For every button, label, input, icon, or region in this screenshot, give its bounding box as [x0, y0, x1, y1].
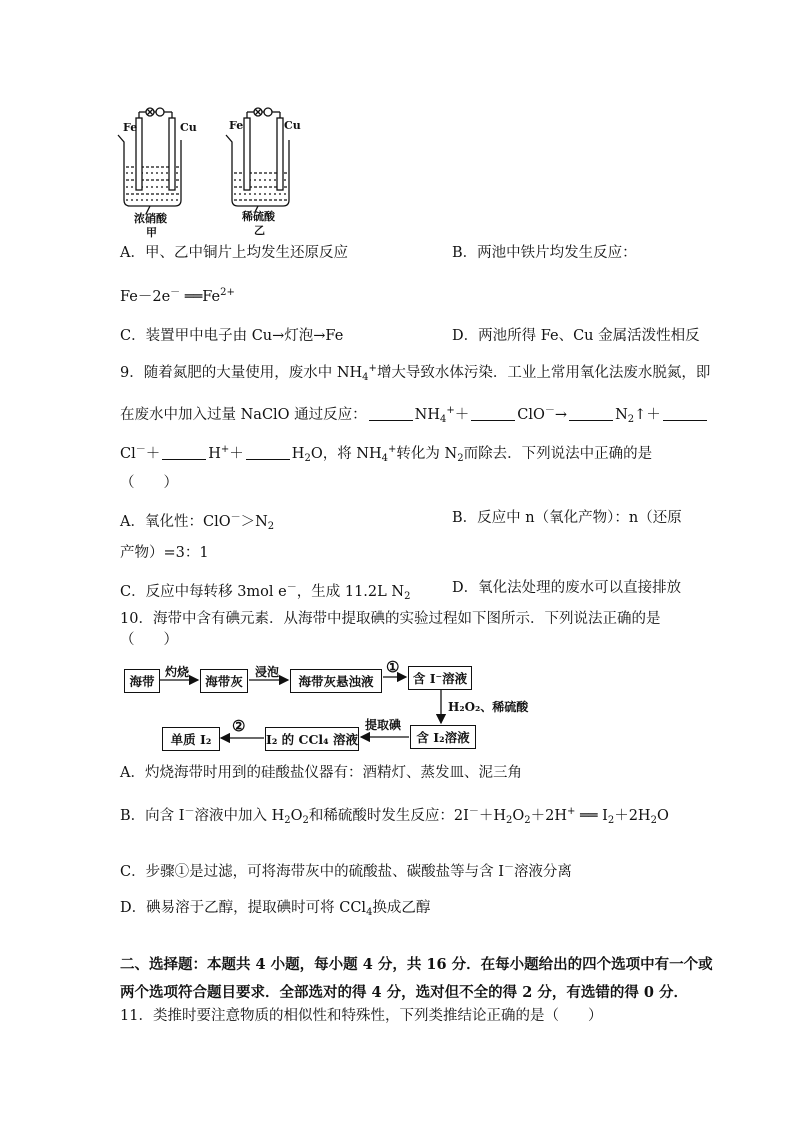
- cell-right-name: 乙: [254, 224, 265, 237]
- q8-option-a: A．甲、乙中铜片上均发生还原反应: [120, 245, 348, 261]
- q9-option-a: A．氧化性：$ClO^->N_2$: [120, 512, 275, 532]
- cell-left-fe-label: Fe: [123, 121, 138, 134]
- flow-box-suspension: 海带灰悬浊液: [290, 669, 382, 693]
- q8-option-b: B．两池中铁片均发生反应：: [452, 245, 637, 261]
- q10-stem: 10．海带中含有碘元素．从海带中提取碘的实验过程如下图所示．下列说法正确的是: [120, 611, 661, 627]
- q10-option-d: D．碘易溶于乙醇，提取碘时可将 CCl$_4$换成乙醇: [120, 900, 431, 918]
- q9-option-d: D．氧化法处理的废水可以直接排放: [452, 580, 682, 596]
- cell-right-fe-label: Fe: [229, 119, 244, 132]
- q9-option-c: C．反应中每转移 3mol e－，生成 11.2L $N_2$: [120, 582, 411, 602]
- flow-box-ccl4-solution: I₂ 的 CCl₄ 溶液: [265, 727, 359, 751]
- q9-stem-line1: 9．随着氮肥的大量使用，废水中 $NH_4^+$增大导致水体污染．工业上常用氧化法废水脱氮，即: [120, 363, 711, 383]
- q8-option-c: C．装置甲中电子由 Cu→灯泡→Fe: [120, 328, 344, 344]
- q8-option-d: D．两池所得 Fe、Cu 金属活泼性相反: [452, 328, 700, 344]
- flow-arrow-label-extract: 提取碘: [365, 718, 402, 732]
- q8-option-b-equation: Fe－2e－ $══Fe^{2+}$: [120, 287, 235, 305]
- section2-instructions-line1: 二、选择题：本题共 4 小题，每小题 4 分，共 16 分．在每小题给出的四个选项中有一个或: [120, 956, 713, 973]
- flow-step-1: ①: [386, 658, 400, 676]
- flow-arrow-label-burn: 灼烧: [165, 665, 190, 679]
- q9-option-b: B．反应中 n（氧化产物）：n（还原: [452, 510, 682, 526]
- flow-step-2: ②: [232, 717, 246, 735]
- flow-box-ash: 海带灰: [200, 669, 248, 693]
- q10-answer-paren: （ ）: [120, 632, 178, 648]
- flow-arrow-label-soak: 浸泡: [255, 665, 280, 679]
- q9-stem-line3: $Cl^-+ H^++ H_2O$，将 $NH_4^+$转化为 $N_2$而除去．下列说法中正确的是: [120, 444, 653, 464]
- cell-right-cu-label: Cu: [284, 119, 301, 132]
- flow-box-elemental-iodine: 单质 I₂: [162, 727, 220, 751]
- q10-option-b: B．向含 I－溶液中加入 $H_2O_2$和稀硫酸时发生反应：$2I^-+H_2O_2+2H^+$ ══ $I_2+2H_2O$: [120, 806, 669, 826]
- q9-stem-line2: 在废水中加入过量 NaClO 通过反应： $NH_4^++ ClO^-\to$ $N_2↑+$: [120, 401, 709, 430]
- q9-answer-paren: （ ）: [120, 475, 178, 491]
- cell-left-cu-label: Cu: [180, 121, 197, 134]
- flow-arrow-label-h2o2: H₂O₂、稀硫酸: [448, 700, 529, 714]
- section2-instructions-line2: 两个选项符合题目要求．全部选对的得 4 分，选对但不全的得 2 分，有选错的得 0 分．: [120, 984, 689, 1001]
- cell-right-solution: 稀硫酸: [242, 210, 275, 223]
- cell-left-solution: 浓硝酸: [134, 212, 167, 225]
- q10-option-a: A．灼烧海带时用到的硅酸盐仪器有：酒精灯、蒸发皿、泥三角: [120, 765, 522, 781]
- flow-box-iodide-solution: 含 I⁻溶液: [408, 666, 472, 690]
- cell-left-name: 甲: [146, 226, 157, 239]
- q11-stem: 11．类推时要注意物质的相似性和特殊性，下列类推结论正确的是（ ）: [120, 1008, 603, 1024]
- q9-option-b-cont: 产物）=3：1: [120, 545, 209, 561]
- flow-box-haidai: 海带: [124, 669, 160, 693]
- flow-box-iodine-solution: 含 I₂溶液: [410, 725, 476, 749]
- q10-option-c: C．步骤①是过滤，可将海带灰中的硫酸盐、碳酸盐等与含 I－溶液分离: [120, 862, 572, 880]
